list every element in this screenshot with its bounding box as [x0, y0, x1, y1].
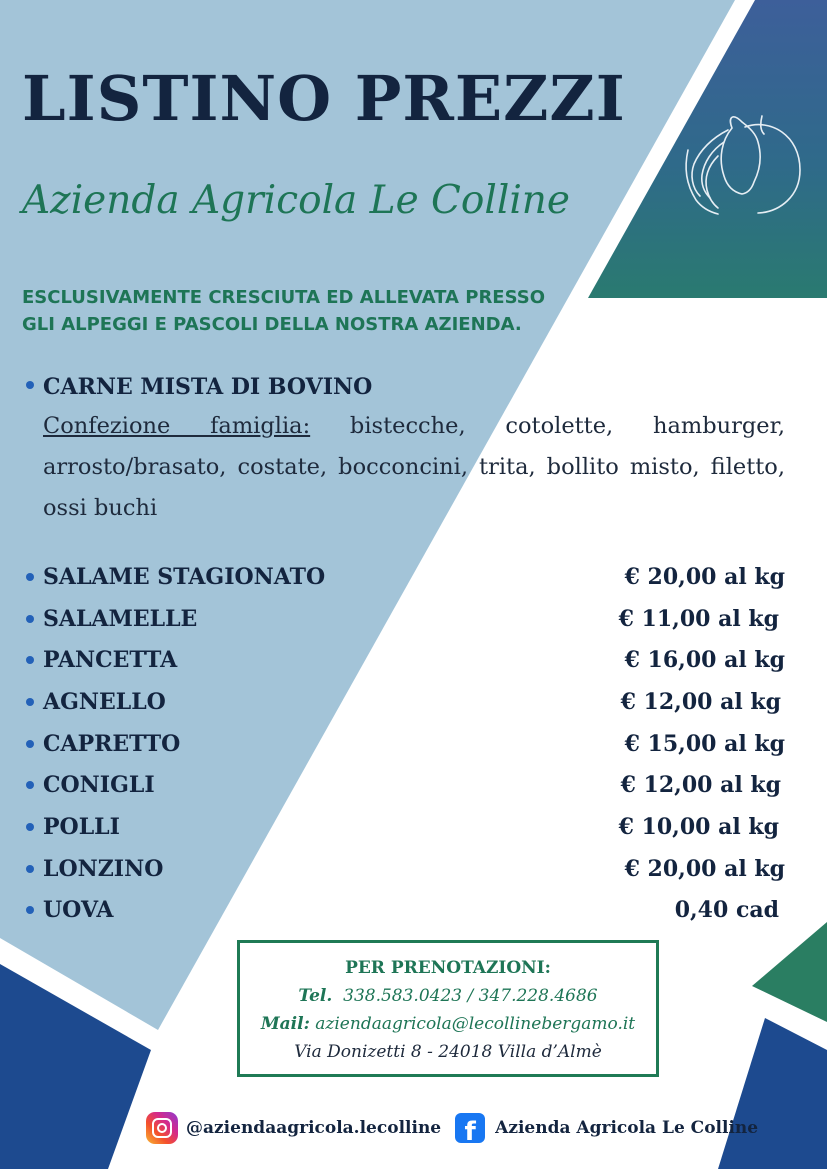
- tagline-line-2: GLI ALPEGGI E PASCOLI DELLA NOSTRA AZIENDA.: [22, 314, 522, 335]
- booking-tel: [240, 981, 656, 1011]
- facebook-icon[interactable]: f: [455, 1113, 485, 1143]
- price-row: [43, 723, 785, 765]
- product-price: € 12,00 al kg: [620, 688, 781, 715]
- product-name: [43, 606, 197, 632]
- bottom-right-blue-shape: [718, 1018, 827, 1169]
- product-name: [43, 689, 166, 715]
- bullet-icon: [26, 740, 34, 748]
- product-name: [43, 897, 113, 923]
- product-name-text: AGNELLO: [43, 688, 166, 715]
- bullet-icon: [26, 573, 34, 581]
- page-title: LISTINO PREZZI: [22, 62, 626, 135]
- product-name-text: POLLI: [43, 813, 120, 840]
- product-name-text: CONIGLI: [43, 772, 155, 799]
- product-name-text: CAPRETTO: [43, 730, 181, 757]
- featured-product-title: [43, 372, 785, 402]
- booking-mail: [240, 1011, 656, 1037]
- product-name: [43, 772, 155, 798]
- booking-heading: PER PRENOTAZIONI:: [345, 958, 551, 978]
- facebook-page[interactable]: Azienda Agricola Le Colline: [495, 1118, 759, 1138]
- cuts-list: bistecche, cotolette, hamburger, arrosto/brasato, costate, bocconcini, trita, bollito misto, filetto, ossi buchi: [43, 413, 786, 521]
- price-row: [43, 890, 785, 932]
- farm-name: Azienda Agricola Le Colline: [22, 178, 570, 223]
- featured-product: [43, 372, 785, 529]
- product-name-text: LONZINO: [43, 855, 164, 882]
- product-name-text: UOVA: [43, 897, 114, 924]
- bullet-icon: [26, 823, 34, 831]
- booking-address: Via Donizetti 8 - 24018 Villa d’Almè: [294, 1042, 602, 1062]
- product-price: 0,40 cad: [674, 897, 779, 924]
- product-price: € 20,00 al kg: [624, 855, 785, 882]
- bullet-icon: [26, 615, 34, 623]
- product-name: [43, 856, 163, 882]
- product-price: € 10,00 al kg: [618, 813, 779, 840]
- price-row: [43, 764, 785, 806]
- product-name: [43, 647, 177, 673]
- product-price: € 16,00 al kg: [624, 647, 785, 674]
- product-name: [43, 564, 325, 590]
- price-row: [43, 681, 785, 723]
- tagline: [22, 284, 582, 338]
- featured-product-description: [43, 406, 785, 529]
- product-name-text: SALAMELLE: [43, 605, 198, 632]
- tel-value[interactable]: 338.583.0423 / 347.228.4686: [343, 986, 598, 1006]
- tel-label: Tel.: [298, 986, 333, 1006]
- bullet-icon: [26, 865, 34, 873]
- mail-label: Mail:: [260, 1014, 310, 1034]
- right-green-triangle: [752, 922, 827, 1022]
- booking-box: [237, 940, 659, 1077]
- featured-product-name: CARNE MISTA DI BOVINO: [43, 374, 373, 400]
- price-row: [43, 639, 785, 681]
- product-price: € 20,00 al kg: [624, 563, 785, 590]
- product-price: € 12,00 al kg: [620, 772, 781, 799]
- product-name: [43, 814, 120, 840]
- social-bar: [146, 1112, 758, 1144]
- price-row: [43, 598, 785, 640]
- product-price: € 15,00 al kg: [624, 730, 785, 757]
- mail-value[interactable]: aziendaagricola@lecollinebergamo.it: [315, 1014, 636, 1034]
- bullet-icon: [26, 381, 34, 389]
- package-label: Confezione famiglia:: [43, 413, 311, 439]
- instagram-handle[interactable]: @aziendaagricola.lecolline: [186, 1118, 442, 1138]
- price-row: [43, 556, 785, 598]
- tagline-line-1: ESCLUSIVAMENTE CRESCIUTA ED ALLEVATA PRESSO: [22, 287, 546, 308]
- price-list: [43, 556, 785, 931]
- price-row: [43, 806, 785, 848]
- product-name-text: PANCETTA: [43, 647, 178, 674]
- instagram-icon[interactable]: [146, 1112, 178, 1144]
- product-price: € 11,00 al kg: [618, 605, 779, 632]
- product-name-text: SALAME STAGIONATO: [43, 563, 326, 590]
- price-row: [43, 848, 785, 890]
- bullet-icon: [26, 698, 34, 706]
- product-name: [43, 731, 180, 757]
